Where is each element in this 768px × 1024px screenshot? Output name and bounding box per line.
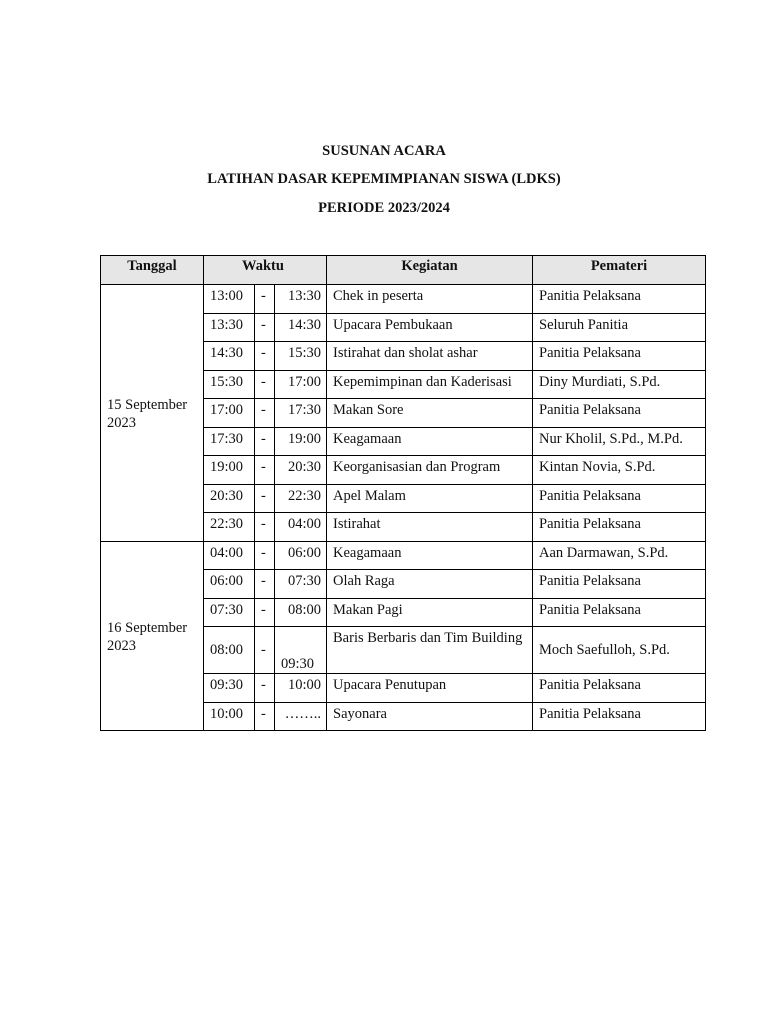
time-end: 06:00 [275,541,327,570]
activity-cell: Kepemimpinan dan Kaderisasi [327,370,533,399]
speaker-cell: Panitia Pelaksana [533,674,706,703]
activity-cell: Keorganisasian dan Program [327,456,533,485]
time-end: 22:30 [275,484,327,513]
activity-cell: Chek in peserta [327,285,533,314]
time-end: 04:00 [275,513,327,542]
time-separator: - [255,513,275,542]
time-start: 19:00 [204,456,255,485]
time-start: 22:30 [204,513,255,542]
time-start: 06:00 [204,570,255,599]
speaker-cell: Kintan Novia, S.Pd. [533,456,706,485]
time-separator: - [255,313,275,342]
time-start: 04:00 [204,541,255,570]
activity-cell: Olah Raga [327,570,533,599]
time-separator: - [255,285,275,314]
time-separator: - [255,598,275,627]
time-end: 20:30 [275,456,327,485]
speaker-cell: Panitia Pelaksana [533,598,706,627]
time-end: 19:00 [275,427,327,456]
activity-cell: Baris Berbaris dan Tim Building [327,627,533,674]
activity-cell: Istirahat [327,513,533,542]
speaker-cell: Seluruh Panitia [533,313,706,342]
speaker-cell: Panitia Pelaksana [533,702,706,731]
time-separator: - [255,456,275,485]
speaker-cell: Panitia Pelaksana [533,342,706,371]
time-start: 13:30 [204,313,255,342]
schedule-table [100,255,706,731]
speaker-cell: Moch Saefulloh, S.Pd. [533,627,706,674]
time-separator: - [255,370,275,399]
time-separator: - [255,570,275,599]
time-separator: - [255,427,275,456]
activity-cell: Upacara Penutupan [327,674,533,703]
time-start: 08:00 [204,627,255,674]
time-separator: - [255,674,275,703]
time-start: 17:30 [204,427,255,456]
title-susunan-acara: SUSUNAN ACARA [322,143,446,159]
header-waktu: Waktu [204,256,327,285]
activity-cell: Keagamaan [327,427,533,456]
speaker-cell: Nur Kholil, S.Pd., M.Pd. [533,427,706,456]
time-end: 14:30 [275,313,327,342]
time-end: 17:00 [275,370,327,399]
speaker-cell: Panitia Pelaksana [533,484,706,513]
speaker-cell: Aan Darmawan, S.Pd. [533,541,706,570]
time-separator: - [255,702,275,731]
activity-cell: Keagamaan [327,541,533,570]
time-end: 10:00 [275,674,327,703]
time-end: 09:30 [275,627,327,674]
speaker-cell: Panitia Pelaksana [533,399,706,428]
speaker-cell: Diny Murdiati, S.Pd. [533,370,706,399]
time-end: 17:30 [275,399,327,428]
time-separator: - [255,541,275,570]
time-start: 17:00 [204,399,255,428]
activity-cell: Upacara Pembukaan [327,313,533,342]
header-tanggal: Tanggal [101,256,204,285]
time-start: 07:30 [204,598,255,627]
table-header-row [101,256,706,285]
speaker-cell: Panitia Pelaksana [533,570,706,599]
time-separator: - [255,484,275,513]
time-end: 08:00 [275,598,327,627]
time-start: 20:30 [204,484,255,513]
header-pemateri: Pemateri [533,256,706,285]
activity-cell: Makan Pagi [327,598,533,627]
activity-cell: Makan Sore [327,399,533,428]
title-event-name: LATIHAN DASAR KEPEMIMPIANAN SISWA (LDKS) [207,171,561,187]
time-separator: - [255,342,275,371]
time-end: 13:30 [275,285,327,314]
title-period: PERIODE 2023/2024 [318,200,450,216]
time-start: 10:00 [204,702,255,731]
time-start: 15:30 [204,370,255,399]
time-end: 15:30 [275,342,327,371]
date-cell-day-2: 16 September 2023 [101,541,204,731]
speaker-cell: Panitia Pelaksana [533,285,706,314]
header-kegiatan: Kegiatan [327,256,533,285]
time-end: …….. [275,702,327,731]
activity-cell: Istirahat dan sholat ashar [327,342,533,371]
time-start: 13:00 [204,285,255,314]
time-start: 09:30 [204,674,255,703]
time-start: 14:30 [204,342,255,371]
speaker-cell: Panitia Pelaksana [533,513,706,542]
table-row [101,541,706,570]
table-row [101,285,706,314]
date-cell-day-1: 15 September 2023 [101,285,204,542]
time-separator: - [255,627,275,674]
activity-cell: Sayonara [327,702,533,731]
time-end: 07:30 [275,570,327,599]
activity-cell: Apel Malam [327,484,533,513]
time-separator: - [255,399,275,428]
